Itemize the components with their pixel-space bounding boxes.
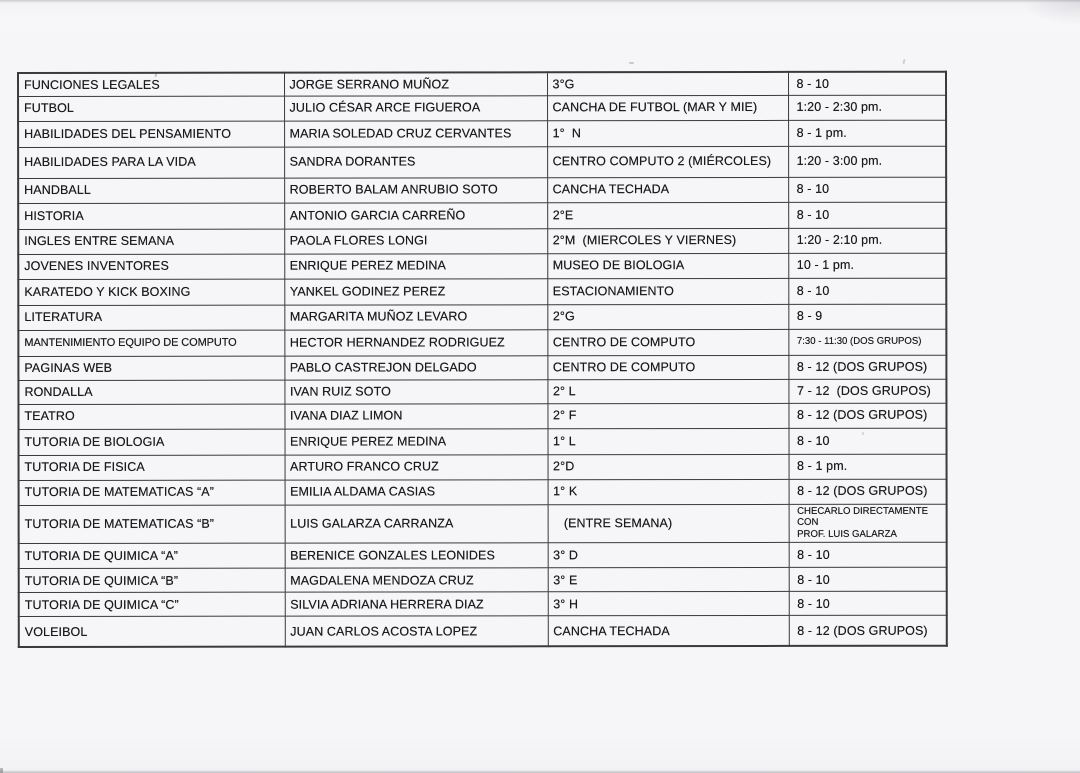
- location-cell: CANCHA DE FUTBOL (MAR Y MIE): [547, 95, 788, 120]
- table-row: [18, 253, 946, 279]
- table-row: [19, 592, 947, 617]
- teacher-cell: IVANA DIAZ LIMON: [284, 403, 547, 428]
- teacher-cell: PAOLA FLORES LONGI: [284, 228, 547, 253]
- teacher-cell: MARIA SOLEDAD CRUZ CERVANTES: [284, 120, 547, 146]
- activity-cell: TUTORIA DE QUIMICA “C”: [19, 593, 285, 617]
- teacher-cell: JORGE SERRANO MUÑOZ: [284, 72, 547, 95]
- activity-cell: HABILIDADES DEL PENSAMIENTO: [18, 121, 284, 147]
- location-cell: 2°G: [547, 304, 788, 329]
- location-cell: CANCHA TECHADA: [547, 177, 788, 202]
- time-cell: 8 - 12 (DOS GRUPOS): [789, 479, 947, 504]
- table-row: [19, 616, 947, 647]
- location-cell: (ENTRE SEMANA): [548, 504, 789, 543]
- teacher-cell: ROBERTO BALAM ANRUBIO SOTO: [284, 177, 547, 202]
- location-cell: 3° E: [548, 568, 789, 592]
- table-row: [18, 146, 946, 178]
- table-row: [18, 304, 946, 330]
- location-cell: 1° L: [547, 428, 788, 454]
- teacher-cell: ARTURO FRANCO CRUZ: [285, 454, 548, 479]
- time-cell: 1:20 - 2:10 pm.: [788, 228, 946, 253]
- time-cell: 8 - 9: [788, 304, 946, 329]
- activity-cell: TEATRO: [18, 404, 284, 429]
- scan-corner-shade: [1020, 0, 1080, 26]
- table-row: [19, 454, 947, 480]
- table-row: [19, 504, 947, 544]
- location-cell: 3°G: [547, 72, 788, 95]
- time-cell: CHECARLO DIRECTAMENTE CON PROF. LUIS GALARZA: [789, 504, 947, 543]
- table-row: [19, 568, 947, 593]
- time-cell: 7 - 12 (DOS GRUPOS): [788, 379, 946, 403]
- activity-cell: TUTORIA DE FISICA: [19, 455, 285, 480]
- time-cell: 8 - 10: [788, 428, 946, 454]
- activity-cell: RONDALLA: [18, 380, 284, 404]
- table-row: [19, 543, 947, 569]
- time-cell: 8 - 10: [789, 592, 947, 616]
- location-cell: 2°M (MIERCOLES Y VIERNES): [547, 228, 788, 253]
- table-row: [18, 428, 946, 455]
- time-cell: 8 - 1 pm.: [789, 454, 947, 479]
- activities-schedule-table: [17, 71, 948, 648]
- location-cell: 1° K: [548, 479, 789, 504]
- time-cell: 8 - 12 (DOS GRUPOS): [788, 355, 946, 379]
- activity-cell: TUTORIA DE QUIMICA “B”: [19, 569, 285, 593]
- teacher-cell: YANKEL GODINEZ PEREZ: [284, 278, 547, 304]
- location-cell: CENTRO DE COMPUTO: [547, 329, 788, 355]
- time-cell: 8 - 10: [788, 202, 946, 228]
- table-row: [18, 228, 946, 254]
- activity-cell: FUNCIONES LEGALES: [18, 73, 284, 96]
- teacher-cell: ANTONIO GARCIA CARREÑO: [284, 202, 547, 228]
- teacher-cell: IVAN RUIZ SOTO: [284, 379, 547, 403]
- activity-cell: INGLES ENTRE SEMANA: [18, 229, 284, 254]
- location-cell: CANCHA TECHADA: [548, 616, 789, 646]
- time-cell: 8 - 10: [788, 72, 946, 95]
- table-row: [19, 479, 947, 505]
- scan-speck: [862, 432, 864, 435]
- activity-cell: FUTBOL: [18, 96, 284, 121]
- activity-cell: HANDBALL: [18, 178, 284, 203]
- teacher-cell: MARGARITA MUÑOZ LEVARO: [284, 304, 547, 329]
- table-row: [18, 403, 946, 429]
- table-row: [18, 120, 946, 147]
- table-row: [18, 329, 946, 356]
- time-cell: 8 - 10: [788, 278, 946, 304]
- scan-edge-top: [0, 0, 1080, 3]
- table-row: [18, 177, 946, 203]
- time-cell: 8 - 10: [788, 177, 946, 202]
- table-row: [18, 95, 946, 121]
- location-cell: 2° F: [547, 403, 788, 428]
- time-cell: 8 - 12 (DOS GRUPOS): [789, 616, 947, 646]
- time-cell: 8 - 12 (DOS GRUPOS): [788, 403, 946, 428]
- time-cell: 10 - 1 pm.: [788, 253, 946, 278]
- activities-table-body: [18, 72, 947, 647]
- table-row: [18, 355, 946, 380]
- location-cell: 2°D: [548, 454, 789, 479]
- location-cell: MUSEO DE BIOLOGIA: [547, 253, 788, 278]
- table-row: [18, 278, 946, 305]
- time-cell: 7:30 - 11:30 (DOS GRUPOS): [788, 329, 946, 355]
- table-row: [18, 72, 946, 96]
- teacher-cell: ENRIQUE PEREZ MEDINA: [284, 253, 547, 278]
- activity-cell: HABILIDADES PARA LA VIDA: [18, 147, 284, 178]
- teacher-cell: LUIS GALARZA CARRANZA: [285, 504, 548, 543]
- activity-cell: TUTORIA DE MATEMATICAS “B”: [19, 505, 285, 544]
- location-cell: CENTRO DE COMPUTO: [547, 355, 788, 379]
- teacher-cell: EMILIA ALDAMA CASIAS: [285, 479, 548, 504]
- teacher-cell: SANDRA DORANTES: [284, 146, 547, 177]
- time-cell: 8 - 10: [789, 568, 947, 592]
- time-cell: 8 - 10: [789, 543, 947, 568]
- activity-cell: TUTORIA DE BIOLOGIA: [18, 429, 284, 455]
- scan-speck: [629, 62, 634, 64]
- teacher-cell: ENRIQUE PEREZ MEDINA: [284, 428, 547, 454]
- teacher-cell: JUAN CARLOS ACOSTA LOPEZ: [285, 616, 548, 646]
- activity-cell: MANTENIMIENTO EQUIPO DE COMPUTO: [18, 330, 284, 356]
- table-row: [18, 379, 946, 404]
- activity-cell: PAGINAS WEB: [18, 356, 284, 380]
- location-cell: CENTRO COMPUTO 2 (MIÉRCOLES): [547, 146, 788, 177]
- location-cell: 1° N: [547, 120, 788, 146]
- time-cell: 8 - 1 pm.: [788, 120, 946, 146]
- activity-cell: TUTORIA DE MATEMATICAS “A”: [19, 480, 285, 505]
- time-cell: 1:20 - 3:00 pm.: [788, 146, 946, 177]
- scan-speck: [903, 59, 906, 64]
- teacher-cell: HECTOR HERNANDEZ RODRIGUEZ: [284, 329, 547, 355]
- activity-cell: KARATEDO Y KICK BOXING: [18, 279, 284, 305]
- activity-cell: LITERATURA: [18, 305, 284, 330]
- teacher-cell: BERENICE GONZALES LEONIDES: [285, 543, 548, 568]
- location-cell: 3° H: [548, 592, 789, 616]
- teacher-cell: SILVIA ADRIANA HERRERA DIAZ: [285, 592, 548, 616]
- teacher-cell: JULIO CÉSAR ARCE FIGUEROA: [284, 95, 547, 120]
- location-cell: ESTACIONAMIENTO: [547, 278, 788, 304]
- teacher-cell: MAGDALENA MENDOZA CRUZ: [285, 568, 548, 592]
- location-cell: 2°E: [547, 202, 788, 228]
- activity-cell: VOLEIBOL: [19, 617, 285, 647]
- teacher-cell: PABLO CASTREJON DELGADO: [284, 355, 547, 379]
- activity-cell: TUTORIA DE QUIMICA “A”: [19, 544, 285, 569]
- activities-table-container: [17, 71, 946, 648]
- activity-cell: HISTORIA: [18, 203, 284, 229]
- table-row: [18, 202, 946, 229]
- time-cell: 1:20 - 2:30 pm.: [788, 95, 946, 120]
- location-cell: 3° D: [548, 543, 789, 568]
- location-cell: 2° L: [547, 379, 788, 403]
- activity-cell: JOVENES INVENTORES: [18, 254, 284, 279]
